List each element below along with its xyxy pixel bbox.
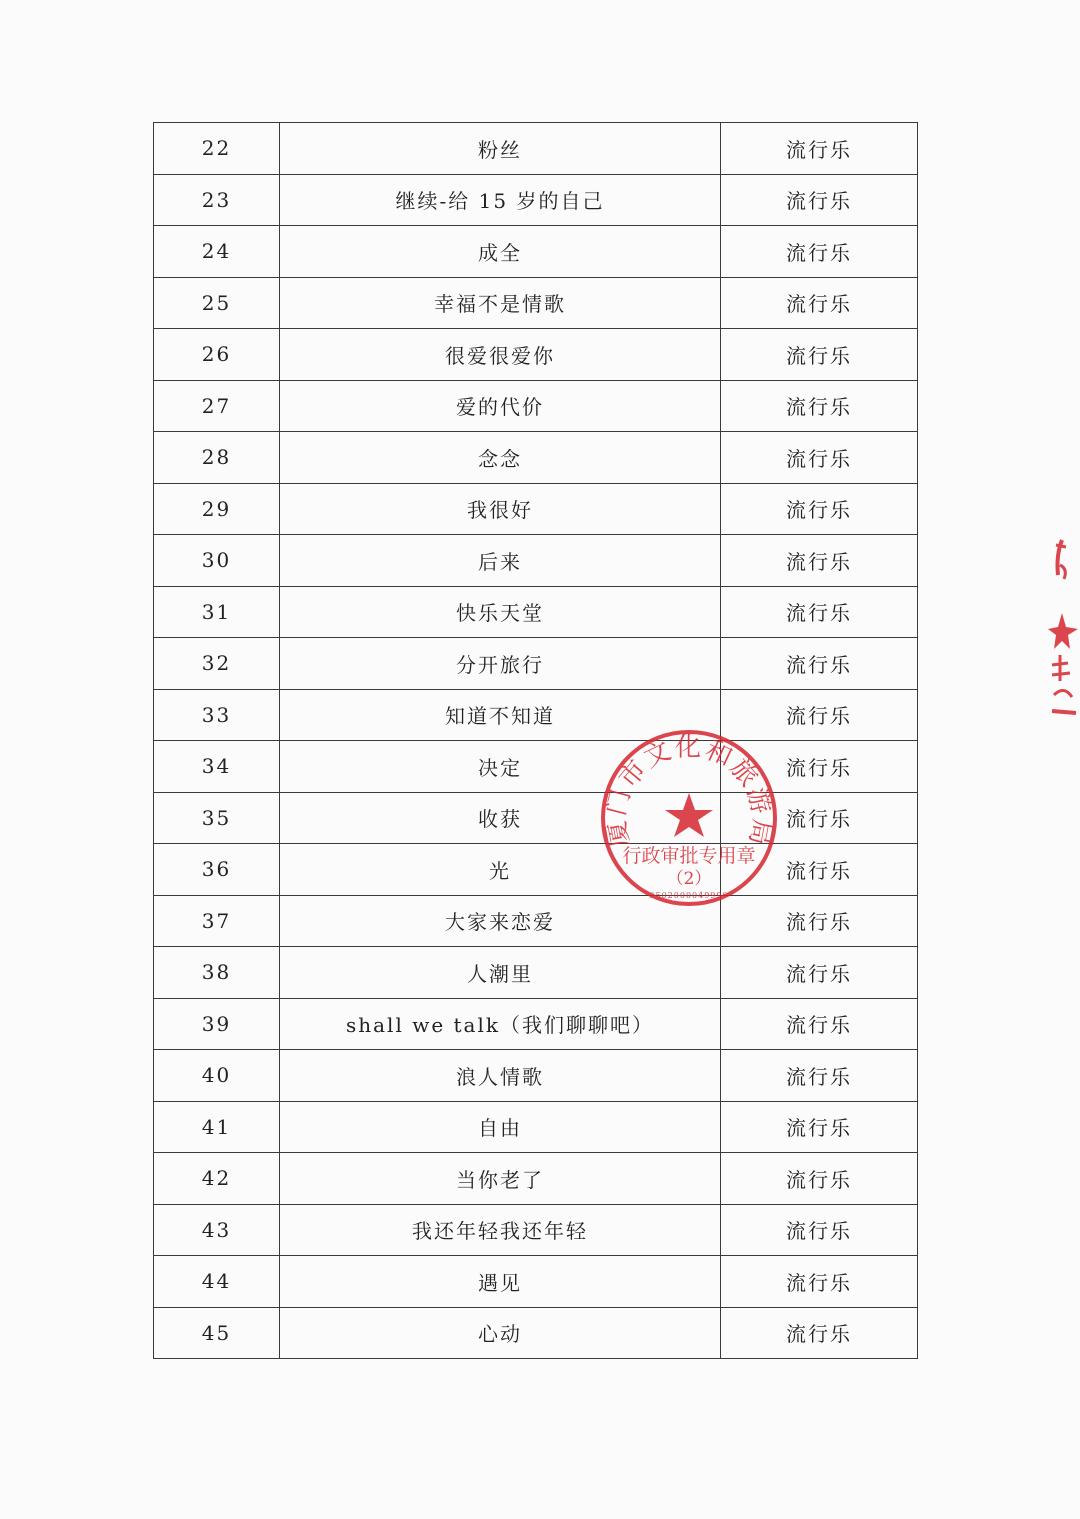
song-genre: 流行乐 <box>721 380 918 432</box>
song-genre: 流行乐 <box>721 586 918 638</box>
table-row <box>154 432 918 484</box>
table-row <box>154 123 918 175</box>
song-title: 自由 <box>280 1101 721 1153</box>
table-row <box>154 792 918 844</box>
song-title: 继续-给 15 岁的自己 <box>280 174 721 226</box>
song-genre: 流行乐 <box>721 329 918 381</box>
song-number: 36 <box>154 844 280 896</box>
song-number: 29 <box>154 483 280 535</box>
song-title: 心动 <box>280 1307 721 1359</box>
song-title: 收获 <box>280 792 721 844</box>
table-row <box>154 741 918 793</box>
table-row <box>154 638 918 690</box>
song-number: 26 <box>154 329 280 381</box>
table-row <box>154 689 918 741</box>
song-title: 后来 <box>280 535 721 587</box>
song-title: 大家来恋爱 <box>280 895 721 947</box>
song-number: 33 <box>154 689 280 741</box>
song-number: 32 <box>154 638 280 690</box>
song-title: shall we talk（我们聊聊吧） <box>280 998 721 1050</box>
song-table-body <box>154 123 918 1359</box>
song-genre: 流行乐 <box>721 741 918 793</box>
song-genre: 流行乐 <box>721 895 918 947</box>
partial-seal-edge <box>1048 535 1080 720</box>
table-row <box>154 226 918 278</box>
song-number: 30 <box>154 535 280 587</box>
table-row <box>154 277 918 329</box>
table-row <box>154 483 918 535</box>
song-table <box>153 122 918 1359</box>
song-number: 38 <box>154 947 280 999</box>
song-genre: 流行乐 <box>721 277 918 329</box>
song-genre: 流行乐 <box>721 174 918 226</box>
song-title: 粉丝 <box>280 123 721 175</box>
song-number: 25 <box>154 277 280 329</box>
table-row <box>154 844 918 896</box>
table-row <box>154 1101 918 1153</box>
song-number: 27 <box>154 380 280 432</box>
song-title: 很爱很爱你 <box>280 329 721 381</box>
song-number: 24 <box>154 226 280 278</box>
table-row <box>154 586 918 638</box>
song-genre: 流行乐 <box>721 1101 918 1153</box>
song-genre: 流行乐 <box>721 1153 918 1205</box>
song-genre: 流行乐 <box>721 123 918 175</box>
song-number: 35 <box>154 792 280 844</box>
table-row <box>154 947 918 999</box>
table-row <box>154 1307 918 1359</box>
song-number: 43 <box>154 1204 280 1256</box>
table-row <box>154 329 918 381</box>
song-genre: 流行乐 <box>721 638 918 690</box>
song-genre: 流行乐 <box>721 947 918 999</box>
table-row <box>154 895 918 947</box>
song-number: 42 <box>154 1153 280 1205</box>
table-row <box>154 535 918 587</box>
song-genre: 流行乐 <box>721 535 918 587</box>
song-genre: 流行乐 <box>721 998 918 1050</box>
song-title: 遇见 <box>280 1256 721 1308</box>
song-title: 当你老了 <box>280 1153 721 1205</box>
song-title: 成全 <box>280 226 721 278</box>
song-title: 幸福不是情歌 <box>280 277 721 329</box>
song-genre: 流行乐 <box>721 1256 918 1308</box>
song-genre: 流行乐 <box>721 226 918 278</box>
song-number: 34 <box>154 741 280 793</box>
song-title: 浪人情歌 <box>280 1050 721 1102</box>
song-title: 人潮里 <box>280 947 721 999</box>
song-genre: 流行乐 <box>721 1204 918 1256</box>
table-row <box>154 998 918 1050</box>
table-row <box>154 174 918 226</box>
table-row <box>154 1153 918 1205</box>
song-title: 爱的代价 <box>280 380 721 432</box>
official-seal <box>598 727 780 909</box>
song-genre: 流行乐 <box>721 432 918 484</box>
song-title: 决定 <box>280 741 721 793</box>
table-row <box>154 1256 918 1308</box>
song-number: 41 <box>154 1101 280 1153</box>
song-title: 光 <box>280 844 721 896</box>
song-genre: 流行乐 <box>721 792 918 844</box>
song-title: 知道不知道 <box>280 689 721 741</box>
song-genre: 流行乐 <box>721 844 918 896</box>
song-number: 22 <box>154 123 280 175</box>
seal-code-text: 3502000049990 <box>649 891 729 900</box>
song-number: 28 <box>154 432 280 484</box>
song-title: 我很好 <box>280 483 721 535</box>
seal-star-icon <box>665 793 713 837</box>
song-number: 44 <box>154 1256 280 1308</box>
song-number: 45 <box>154 1307 280 1359</box>
song-number: 31 <box>154 586 280 638</box>
seal-index-text: （2） <box>666 869 712 889</box>
table-row <box>154 1050 918 1102</box>
song-number: 37 <box>154 895 280 947</box>
seal-org-text: 厦门市文化和旅游局 <box>600 732 778 850</box>
song-number: 23 <box>154 174 280 226</box>
seal-purpose-text: 行政审批专用章 <box>622 845 756 867</box>
table-row <box>154 1204 918 1256</box>
song-title: 分开旅行 <box>280 638 721 690</box>
song-number: 39 <box>154 998 280 1050</box>
song-genre: 流行乐 <box>721 1307 918 1359</box>
song-title: 快乐天堂 <box>280 586 721 638</box>
song-number: 40 <box>154 1050 280 1102</box>
song-genre: 流行乐 <box>721 689 918 741</box>
song-title: 念念 <box>280 432 721 484</box>
song-genre: 流行乐 <box>721 1050 918 1102</box>
song-genre: 流行乐 <box>721 483 918 535</box>
song-title: 我还年轻我还年轻 <box>280 1204 721 1256</box>
table-row <box>154 380 918 432</box>
